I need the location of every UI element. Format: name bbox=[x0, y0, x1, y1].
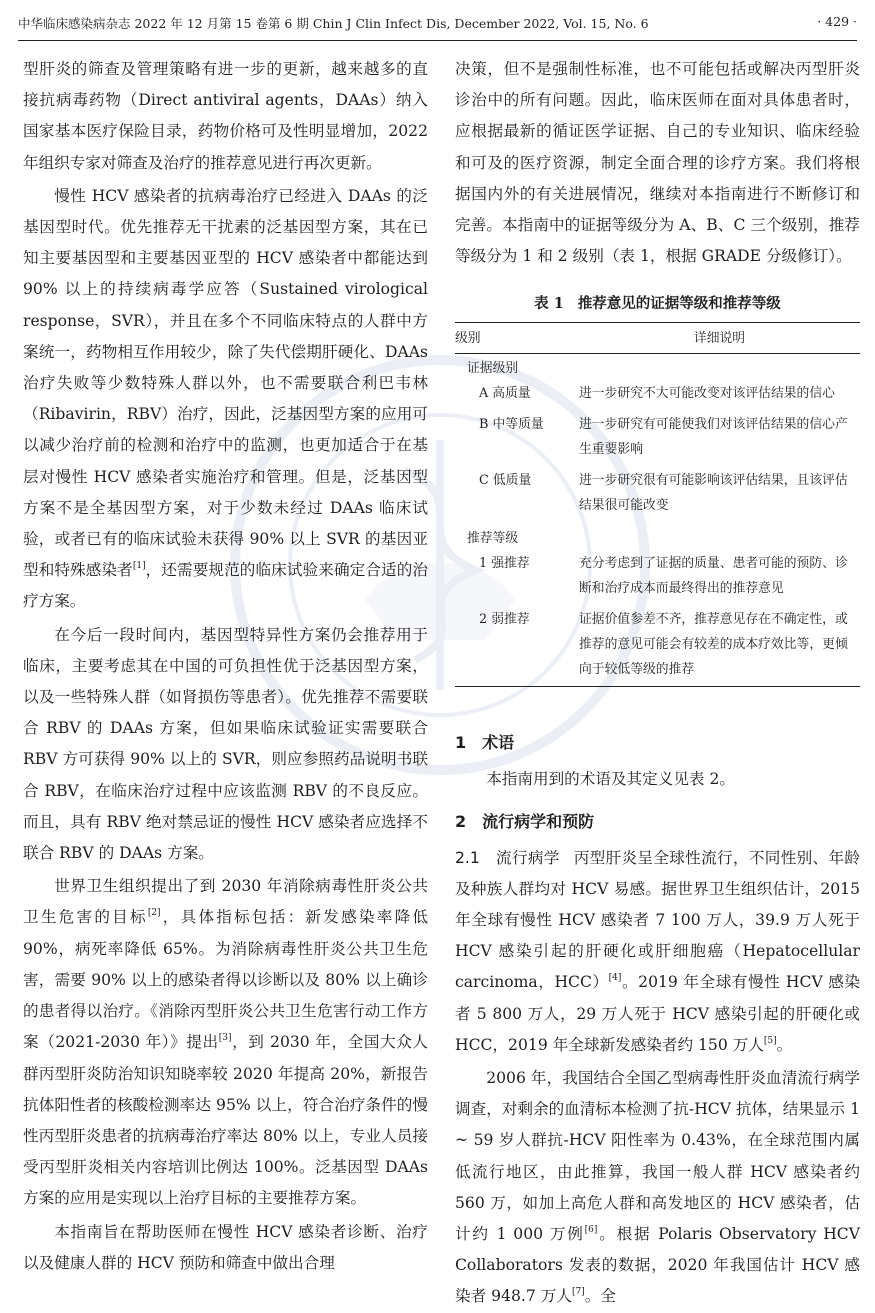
section-heading-terms: 1 术语 bbox=[455, 733, 515, 753]
evidence-grade-table bbox=[455, 322, 860, 687]
table-header-detail: 详细说明 bbox=[579, 323, 860, 354]
citation: [7] bbox=[571, 1287, 585, 1298]
paragraph: 在今后一段时间内，基因型特异性方案仍会推荐用于临床，主要考虑其在中国的可负担性优于泛基因型方案，以及一些特殊人群（如肾损伤等患者）。优先推荐不需要联合 RBV 的 DAAs 方案，但如果临床试验证实需要联合 RBV 方可获得 90% 以上的 SVR，则应参照药品说明书联合 RBV，在临床治疗过程中应该监测 RBV 的不良反应。而且，具有 RBV 绝对禁忌证的慢性 HCV 感染者应选择不联合 RBV 的 DAAs 方案。 bbox=[23, 625, 428, 863]
citation: [3] bbox=[218, 1033, 232, 1044]
citation: [1] bbox=[132, 561, 146, 572]
paragraph: 2006 年，我国结合全国乙型病毒性肝炎血清流行病学调查，对剩余的血清标本检测了抗-HCV 抗体，结果显示 1 ~ 59 岁人群抗-HCV 阳性率为 0.43%，在全球范围内属低流行地区，由此推算，我国一般人群 HCV 感染者约 560 万，如加上高危人群和高发地区的 HCV 感染者，估计约 1 000 万例[6]。根据 Polaris Observatory HCV Collaborators 发表的数据，2020 年我国估计 HCV 感染者 948.7 万人[7]。全 bbox=[455, 1069, 860, 1306]
table-row: 1 强推荐 充分考虑到了证据的质量、患者可能的预防、诊断和治疗成本而最终得出的推荐意见 bbox=[479, 556, 848, 597]
citation: [5] bbox=[763, 1035, 777, 1046]
table-caption: 表 1 推荐意见的证据等级和推荐等级 bbox=[534, 295, 781, 313]
table-row: B 中等质量 进一步研究有可能使我们对该评估结果的信心产生重要影响 bbox=[479, 417, 848, 458]
table-row: A 高质量 进一步研究不大可能改变对该评估结果的信心 bbox=[479, 386, 835, 402]
paragraph: 慢性 HCV 感染者的抗病毒治疗已经进入 DAAs 的泛基因型时代。优先推荐无干扰素的泛基因型方案，其在已知主要基因型和主要基因亚型的 HCV 感染者中都能达到 90% 以上的持续病毒学应答（Sustained virological response，SVR），并且在多个不同临床特点的人群中方案统一，药物相互作用较少，除了失代偿期肝硬化、DAAs 治疗失败等少数特殊人群以外，也不需要联合利巴韦林（Ribavirin，RBV）治疗，因此，泛基因型方案的应用可以减少治疗前的检测和治疗中的监测，也更加适合于在基层对慢性 HCV 感染者实施治疗和管理。但是，泛基因型方案不是全基因型方案，对于少数未经过 DAAs 临床试验，或者已有的临床试验未获得 90% 以上 SVR 的基因亚型和特殊感染者[1]，还需要规范的临床试验来确定合适的治疗方案。 bbox=[23, 186, 428, 611]
paragraph: 本指南旨在帮助医师在慢性 HCV 感染者诊断、治疗以及健康人群的 HCV 预防和筛查中做出合理 bbox=[23, 1222, 428, 1272]
paragraph: 2.1 流行病学 丙型肝炎呈全球性流行，不同性别、年龄及种族人群均对 HCV 易感。据世界卫生组织估计，2015 年全球有慢性 HCV 感染者 7 100 万人，39.9 万人死于 HCV 感染引起的肝硬化或肝细胞癌（Hepatocellular carcinoma，HCC）[4]。2019 年全球有慢性 HCV 感染者 5 800 万人，29 万人死于 HCV 感染引起的肝硬化或 HCC，2019 年全球新发感染者约 150 万人[5]。 bbox=[455, 848, 860, 1054]
running-header bbox=[18, 12, 857, 34]
table-row: C 低质量 进一步研究很有可能影响该评估结果，且该评估结果很可能改变 bbox=[479, 473, 848, 514]
header-rule bbox=[18, 40, 857, 41]
table-row: 2 弱推荐 证据价值参差不齐，推荐意见存在不确定性，或推荐的意见可能会有较差的成本疗效比等，更倾向于较低等级的推荐 bbox=[455, 607, 860, 687]
citation: [6] bbox=[584, 1224, 598, 1235]
section-heading-epidemiology: 2 流行病学和预防 bbox=[455, 811, 595, 831]
table-header-level: 级别 bbox=[455, 323, 579, 354]
paragraph: 决策，但不是强制性标准，也不可能包括或解决丙型肝炎诊治中的所有问题。因此，临床医师在面对具体患者时，应根据最新的循证医学证据、自己的专业知识、临床经验和可及的医疗资源，制定全面合理的诊疗方案。我们将根据国内外的有关进展情况，继续对本指南进行不断修订和完善。本指南中的证据等级分为 A、B、C 三个级别，推荐等级分为 1 和 2 级别（表 1，根据 GRADE 分级修订）。 bbox=[455, 60, 860, 266]
page-number: · 429 · bbox=[817, 14, 857, 29]
citation: [4] bbox=[608, 973, 622, 984]
journal-citation-header: 中华临床感染病杂志 2022 年 12 月第 15 卷第 6 期 Chin J Clin Infect Dis, December 2022, Vol. 15, No. 6 bbox=[18, 16, 649, 31]
paragraph: 型肝炎的筛查及管理策略有进一步的更新，越来越多的直接抗病毒药物（Direct antiviral agents，DAAs）纳入国家基本医疗保险目录，药物价格可及性明显增加，2022 年组织专家对筛查及治疗的推荐意见进行再次更新。 bbox=[23, 60, 428, 172]
paragraph: 世界卫生组织提出了到 2030 年消除病毒性肝炎公共卫生危害的目标[2]，具体指标包括：新发感染率降低 90%，病死率降低 65%。为消除病毒性肝炎公共卫生危害，需要 90% 以上的感染者得以诊断以及 80% 以上确诊的患者得以治疗。《消除丙型肝炎公共卫生危害行动工作方案（2021-2030 年）》提出[3]，到 2030 年，全国大众人群丙型肝炎防治知识知晓率较 2020 年提高 20%，新报告抗体阳性者的核酸检测率达 95% 以上，符合治疗条件的慢性丙型肝炎患者的抗病毒治疗率达 80% 以上，专业人员接受丙型肝炎相关内容培训比例达 100%。泛基因型 DAAs 方案的应用是实现以上治疗目标的主要推荐方案。 bbox=[23, 877, 428, 1208]
table-group-evidence: 证据级别 bbox=[467, 361, 519, 377]
citation: [2] bbox=[147, 908, 161, 919]
paragraph: 本指南用到的术语及其定义见表 2。 bbox=[486, 770, 735, 789]
left-column bbox=[23, 54, 428, 1279]
table-group-recommendation: 推荐等级 bbox=[467, 531, 519, 547]
subsection-heading: 2.1 流行病学 bbox=[455, 848, 560, 867]
right-column bbox=[455, 54, 860, 1313]
